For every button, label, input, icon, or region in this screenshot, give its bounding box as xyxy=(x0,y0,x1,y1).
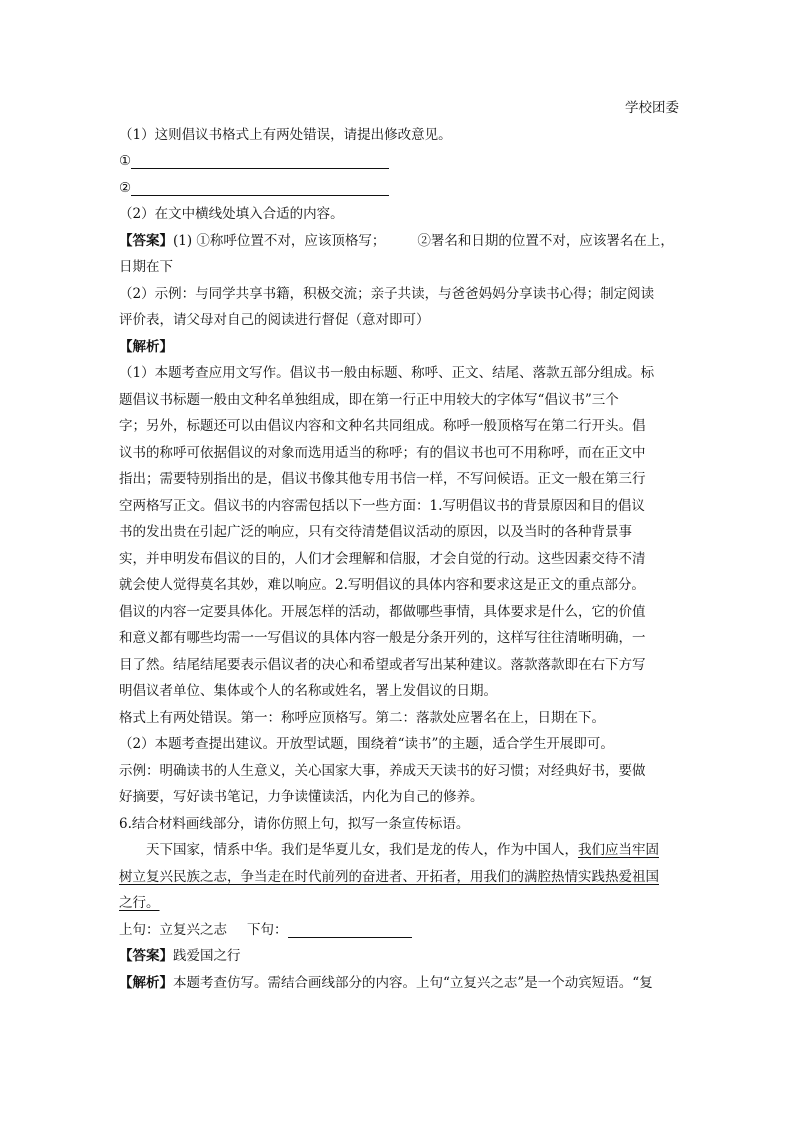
analysis-line: 书的发出贵在引起广泛的响应，只有交待清楚倡议活动的原因，以及当时的各种背景事 xyxy=(119,524,632,540)
analysis-line: 和意义都有哪些均需一一写倡议的具体内容一般是分条开列的，这样写往往清晰明确，一 xyxy=(119,630,646,646)
analysis-body xyxy=(119,360,679,811)
analysis-6 xyxy=(119,970,679,997)
analysis-line: （2）本题考查提出建议。开放型试题，围绕着“读书”的主题，适合学生开展即可。 xyxy=(119,736,614,752)
passage-line-1 xyxy=(119,837,679,864)
answer-1b: ②署名和日期的位置不对，应该署名在上， xyxy=(417,232,674,249)
answer-blank-2 xyxy=(131,181,389,196)
analysis-line: 就会使人觉得莫名其妙，难以响应。2.写明倡议的具体内容和要求这是正文的重点部分。 xyxy=(119,577,645,593)
answer-line-1 xyxy=(119,228,679,255)
analysis-line: 格式上有两处错误。第一：称呼应顶格写。第二：落款处应署名在上，日期在下。 xyxy=(119,709,605,726)
lower-label: 下句： xyxy=(247,921,288,938)
analysis-line: 实，并申明发布倡议的目的，人们才会理解和信服，才会自觉的行动。这些因素交待不清 xyxy=(119,550,646,567)
upper-label: 上句：立复兴之志 xyxy=(119,921,227,938)
signature: 学校团委 xyxy=(625,100,679,116)
answer-2-line-1: （2）示例：与同学共享书籍，积极交流；亲子共读，与爸爸妈妈分享读书心得；制定阅读 xyxy=(119,285,655,302)
answer-6 xyxy=(119,943,679,970)
answer-1a: (1) ①称呼位置不对，应该顶格写； xyxy=(173,232,386,249)
analysis-6-label: 【解析】 xyxy=(119,974,173,991)
blank-marker-2: ② xyxy=(119,179,132,196)
passage-underlined: 树立复兴民族之志，争当走在时代前列的奋进者、开拓者，用我们的满腔热情实践热爱祖国 xyxy=(119,868,659,885)
couplet-line xyxy=(119,917,679,944)
analysis-line: 好摘要，写好读书笔记，力争读懂读活，内化为自己的修养。 xyxy=(119,789,484,805)
passage-underlined-end: 之行。 xyxy=(119,895,160,911)
analysis-line: 指出；需要特别指出的是，倡议书像其他专用书信一样，不写问候语。正文一般在第三行 xyxy=(119,471,646,487)
answer-6-label: 【答案】 xyxy=(119,948,173,964)
document-page xyxy=(119,95,679,996)
analysis-line: 目了然。结尾结尾要表示倡议者的决心和希望或者写出某种建议。落款落款即在右下方写 xyxy=(119,656,646,673)
answer-label: 【答案】 xyxy=(119,232,173,249)
analysis-line: 示例：明确读书的人生意义，关心国家大事，养成天天读书的好习惯；对经典好书，要做 xyxy=(119,762,646,779)
analysis-line: 字；另外，标题还可以由倡议内容和文种名共同组成。称呼一般顶格写在第二行开头。倡 xyxy=(119,418,646,434)
analysis-line: 议书的称呼可依据倡议的对象而选用适当的称呼；有的倡议书也可不用称呼，而在正文中 xyxy=(119,444,646,461)
question-2: （2）在文中横线处填入合适的内容。 xyxy=(119,206,344,222)
passage-underlined-start: 我们应当牢固 xyxy=(578,842,659,858)
lower-blank xyxy=(288,923,412,938)
answer-1c: 日期在下 xyxy=(119,259,173,275)
blank-line-1 xyxy=(119,148,679,175)
question-1: （1）这则倡议书格式上有两处错误，请提出修改意见。 xyxy=(119,126,452,143)
analysis-line: 倡议的内容一定要具体化。开展怎样的活动，都做哪些事情，具体要求是什么，它的价值 xyxy=(119,603,646,620)
analysis-line: 空两格写正文。倡议书的内容需包括以下一些方面：1.写明倡议书的背景原因和目的倡议 xyxy=(119,497,645,514)
answer-6-text: 践爱国之行 xyxy=(173,948,241,964)
blank-line-2 xyxy=(119,175,679,202)
blank-marker-1: ① xyxy=(119,153,132,169)
analysis-line: 题倡议书标题一般由文种名单独组成，即在第一行正中用较大的字体写“倡议书”三个 xyxy=(119,391,619,408)
passage-line-3 xyxy=(119,890,679,917)
answer-blank-1 xyxy=(131,154,389,169)
analysis-line: （1）本题考查应用文写作。倡议书一般由标题、称呼、正文、结尾、落款五部分组成。标 xyxy=(119,365,655,381)
passage-line-2 xyxy=(119,864,679,891)
analysis-line: 明倡议者单位、集体或个人的名称或姓名，署上发倡议的日期。 xyxy=(119,683,497,699)
analysis-6-text: 本题考查仿写。需结合画线部分的内容。上句“立复兴之志”是一个动宾短语。“复 xyxy=(173,974,653,991)
question-6: 6.结合材料画线部分，请你仿照上句，拟写一条宣传标语。 xyxy=(119,815,470,832)
passage-plain: 天下国家，情系中华。我们是华夏儿女，我们是龙的传人，作为中国人， xyxy=(146,842,578,858)
analysis-label: 【解析】 xyxy=(119,338,173,355)
answer-2-line-2: 评价表，请父母对自己的阅读进行督促（意对即可） xyxy=(119,312,430,328)
